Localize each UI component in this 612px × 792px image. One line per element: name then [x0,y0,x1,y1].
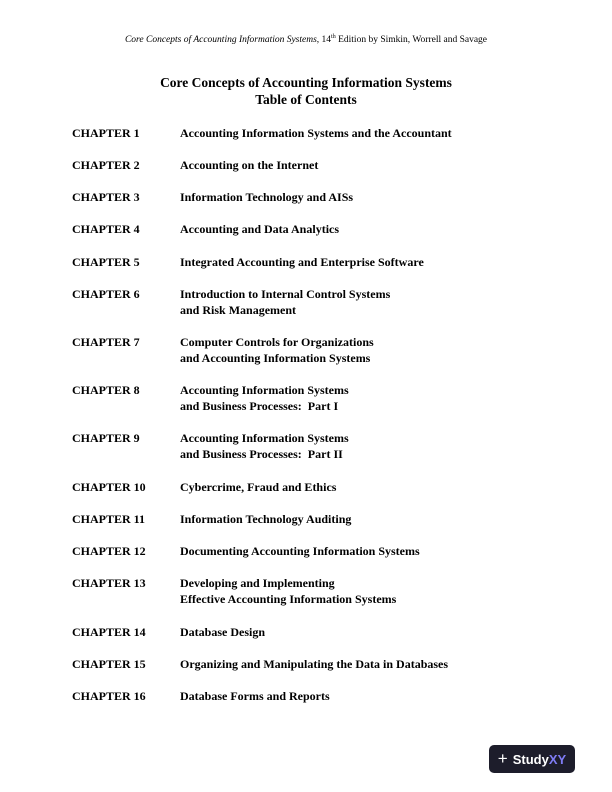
document-title [0,74,612,108]
studyxy-badge[interactable] [489,745,575,773]
chapter-title-line: Introduction to Internal Control Systems [180,287,391,301]
brand-name-accent: XY [548,751,567,767]
chapter-title-line: Accounting Information Systems [180,431,349,445]
document-title-line-2: Table of Contents [255,92,357,107]
chapter-label: CHAPTER 5 [72,255,140,269]
chapter-title-line: Developing and Implementing [180,576,335,590]
chapter-title [180,575,396,607]
chapter-label: CHAPTER 7 [72,335,140,349]
chapter-title [180,157,318,173]
chapter-title-line: Computer Controls for Organizations [180,335,374,349]
chapter-label: CHAPTER 2 [72,158,140,172]
plus-icon: + [497,748,508,768]
chapter-title [180,688,330,704]
chapter-title [180,221,339,237]
chapter-label: CHAPTER 3 [72,190,140,204]
chapter-title-line: Documenting Accounting Information Systems [180,544,420,558]
running-header-book-title: Core Concepts of Accounting Information Systems [124,35,317,45]
chapter-label: CHAPTER 10 [72,480,146,494]
chapter-title-line: Information Technology Auditing [180,512,352,526]
chapter-title-line: Accounting Information Systems [180,383,349,397]
chapter-title [180,479,336,495]
chapter-title [180,543,420,559]
chapter-title [180,656,448,672]
chapter-title-line: Database Design [180,625,266,639]
chapter-title [180,430,349,462]
chapter-label: CHAPTER 11 [72,512,146,526]
chapter-title [180,334,374,366]
chapter-title-line: Information Technology and AISs [180,190,354,204]
chapter-title-line: Database Forms and Reports [180,689,330,703]
chapter-label: CHAPTER 16 [72,689,146,703]
chapter-title-line: Accounting and Data Analytics [180,222,340,236]
chapter-title-line: Cybercrime, Fraud and Ethics [180,480,337,494]
chapter-label: CHAPTER 4 [72,222,140,236]
chapter-label: CHAPTER 13 [72,576,146,590]
running-header-edition-rest: Edition by Simkin, Worrell and Savage [335,35,488,45]
chapter-title [180,189,353,205]
chapter-title-line: Effective Accounting Information Systems [180,592,397,606]
chapter-title [180,125,452,141]
chapter-label: CHAPTER 12 [72,544,146,558]
chapter-title [180,624,265,640]
document-title-line-1: Core Concepts of Accounting Information Systems [160,75,452,90]
chapter-label: CHAPTER 9 [72,431,140,445]
chapter-label: CHAPTER 15 [72,657,146,671]
chapter-title [180,286,390,318]
chapter-title-line: and Business Processes: Part II [180,447,343,461]
chapter-label: CHAPTER 1 [72,126,140,140]
chapter-label: CHAPTER 6 [72,287,140,301]
chapter-title-line: Integrated Accounting and Enterprise Software [180,255,424,269]
chapter-title-line: Organizing and Manipulating the Data in Databases [180,657,449,671]
chapter-title [180,382,349,414]
chapter-title [180,511,351,527]
chapter-title-line: and Business Processes: Part I [180,399,339,413]
chapter-label: CHAPTER 8 [72,383,140,397]
chapter-title-line: Accounting on the Internet [180,158,319,172]
brand-name-main: Study [512,751,549,767]
running-header: Core Concepts of Accounting Information Systems, 14th Edition by Simkin, Worrell and Savage [124,33,488,45]
running-header-edition-suffix: th [331,33,336,40]
brand-name [513,752,566,767]
chapter-title [180,254,424,270]
chapter-title-line: and Accounting Information Systems [180,351,371,365]
chapter-title-line: and Risk Management [180,303,297,317]
running-header-edition-number: 14 [321,35,332,45]
chapter-title-line: Accounting Information Systems and the Accountant [180,126,452,140]
chapter-label: CHAPTER 14 [72,625,146,639]
